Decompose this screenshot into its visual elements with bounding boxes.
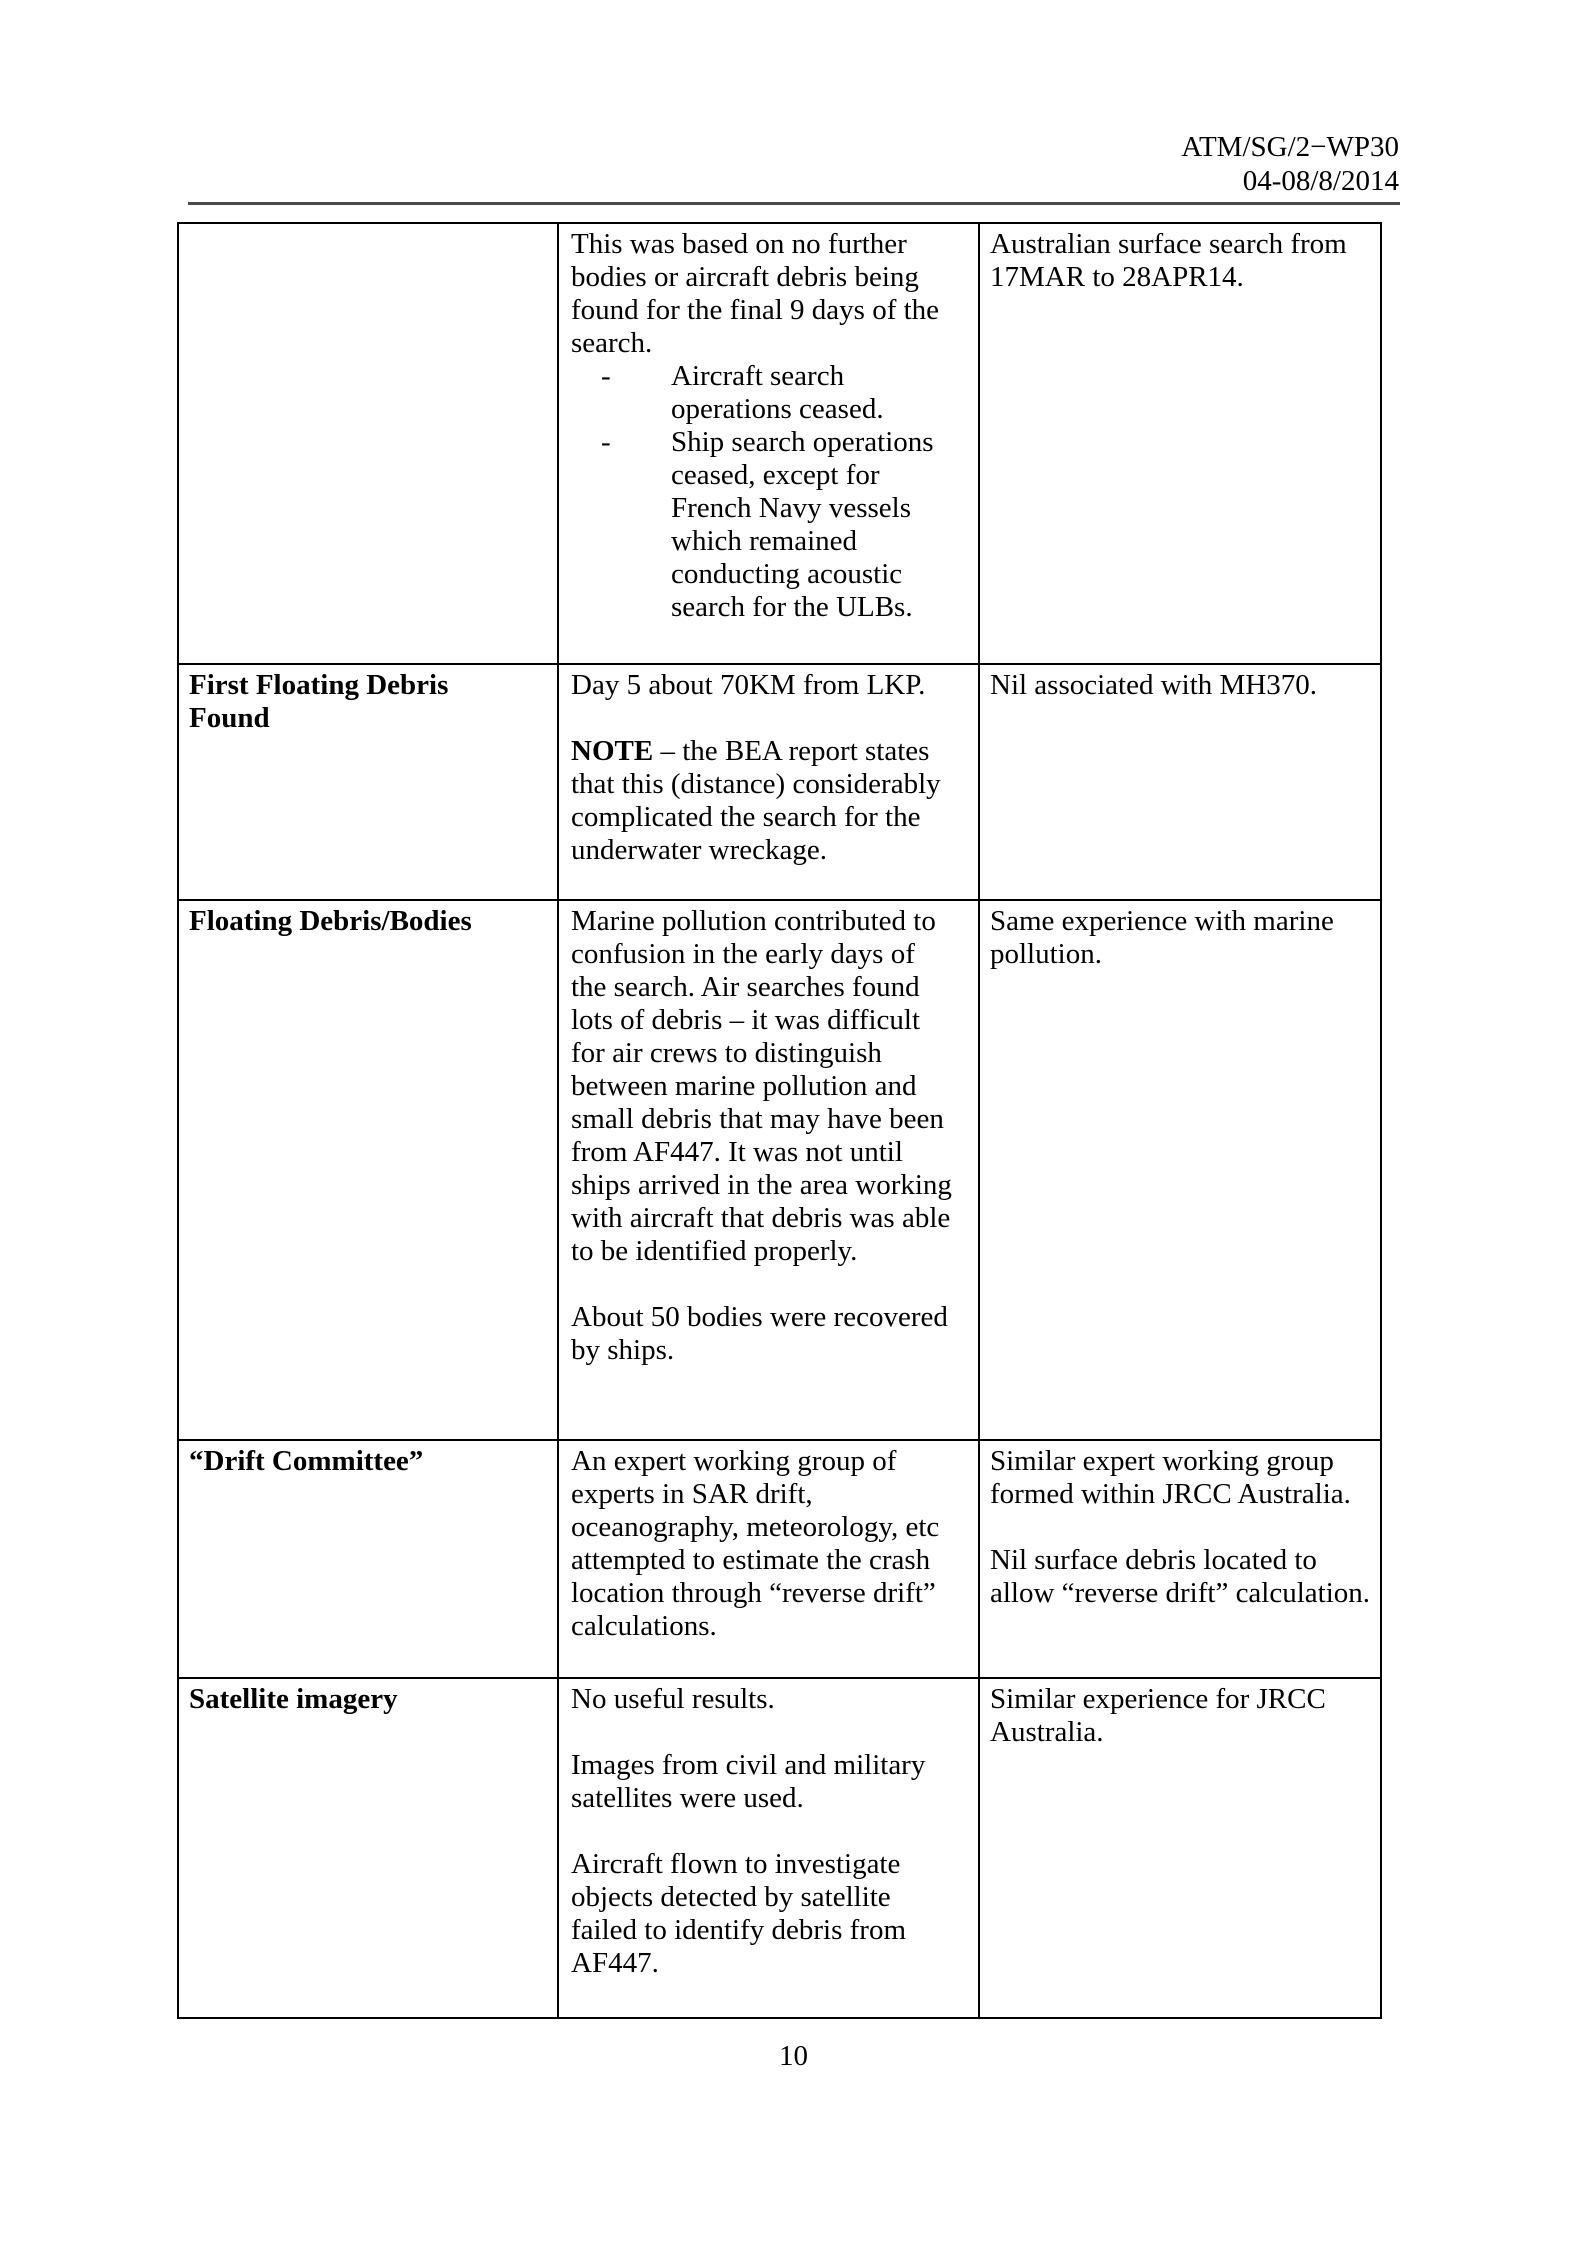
mh370-cell (979, 664, 1381, 900)
row-label-cell (178, 1440, 558, 1678)
mh370-cell (979, 1678, 1381, 2018)
paragraph: About 50 bodies were recovered by ships. (571, 1301, 948, 1366)
row-label-cell (178, 1678, 558, 2018)
bullet-marker: - (601, 360, 611, 392)
mh370-cell (979, 900, 1381, 1440)
note-paragraph (571, 735, 957, 867)
paragraph: Nil surface debris located to allow “reverse drift” calculation. (990, 1544, 1371, 1609)
paragraph: Similar experience for JRCC Australia. (990, 1683, 1326, 1748)
af447-cell (558, 900, 979, 1440)
paragraph: Aircraft flown to investigate objects detected by satellite failed to identify debris from AF447. (571, 1848, 907, 1979)
table-row-floating-debris-bodies (178, 900, 1381, 1440)
doc-ref: ATM/SG/2−WP30 (1181, 131, 1399, 163)
doc-date: 04-08/8/2014 (1242, 165, 1399, 197)
header-rule (188, 202, 1400, 205)
af447-cell (558, 1440, 979, 1678)
note-text: – the BEA report states that this (distance) considerably complicated the search for the underwater wreckage. (571, 735, 941, 866)
paragraph: Day 5 about 70KM from LKP. (571, 669, 926, 701)
row-label: “Drift Committee” (189, 1445, 424, 1477)
bullet-item (601, 426, 957, 624)
bullet-text: Ship search operations ceased, except for French Navy vessels which remained conducting acoustic search for the ULBs. (671, 426, 934, 623)
row-label-cell (178, 223, 558, 664)
paragraph: This was based on no further bodies or aircraft debris being found for the final 9 days of the search. (571, 228, 940, 359)
bullet-list (571, 360, 957, 624)
comparison-table (177, 222, 1382, 2019)
row-label: Floating Debris/Bodies (189, 905, 472, 937)
mh370-cell (979, 1440, 1381, 1678)
paragraph: Similar expert working group formed within JRCC Australia. (990, 1445, 1351, 1510)
af447-cell (558, 664, 979, 900)
bullet-marker: - (601, 426, 611, 458)
table-row-satellite-imagery (178, 1678, 1381, 2018)
paragraph: Marine pollution contributed to confusion in the early days of the search. Air searches found lots of debris – it was difficult for air crews to distinguish between marine pollution and small debris that may have been from AF447. It was not until ships arrived in the area working with aircraft that debris was able to be identified properly. (571, 905, 952, 1267)
paragraph: Australian surface search from 17MAR to 28APR14. (990, 228, 1347, 293)
paragraph: An expert working group of experts in SAR drift, oceanography, meteorology, etc attempted to estimate the crash location through “reverse drift” calculations. (571, 1445, 940, 1642)
table-row-continuation (178, 223, 1381, 664)
af447-cell (558, 223, 979, 664)
row-label: Satellite imagery (189, 1683, 398, 1715)
paragraph: Same experience with marine pollution. (990, 905, 1334, 970)
paragraph: Images from civil and military satellites were used. (571, 1749, 926, 1814)
paragraph: No useful results. (571, 1683, 775, 1715)
document-header (1181, 130, 1399, 198)
af447-cell (558, 1678, 979, 2018)
bullet-item (601, 360, 957, 426)
table-row-drift-committee (178, 1440, 1381, 1678)
row-label-cell (178, 900, 558, 1440)
bullet-text: Aircraft search operations ceased. (671, 360, 884, 425)
mh370-cell (979, 223, 1381, 664)
row-label: First Floating Debris Found (189, 669, 449, 734)
table-row-first-floating-debris (178, 664, 1381, 900)
row-label-cell (178, 664, 558, 900)
page-number: 10 (779, 2040, 808, 2072)
note-label: NOTE (571, 735, 654, 767)
paragraph: Nil associated with MH370. (990, 669, 1318, 701)
